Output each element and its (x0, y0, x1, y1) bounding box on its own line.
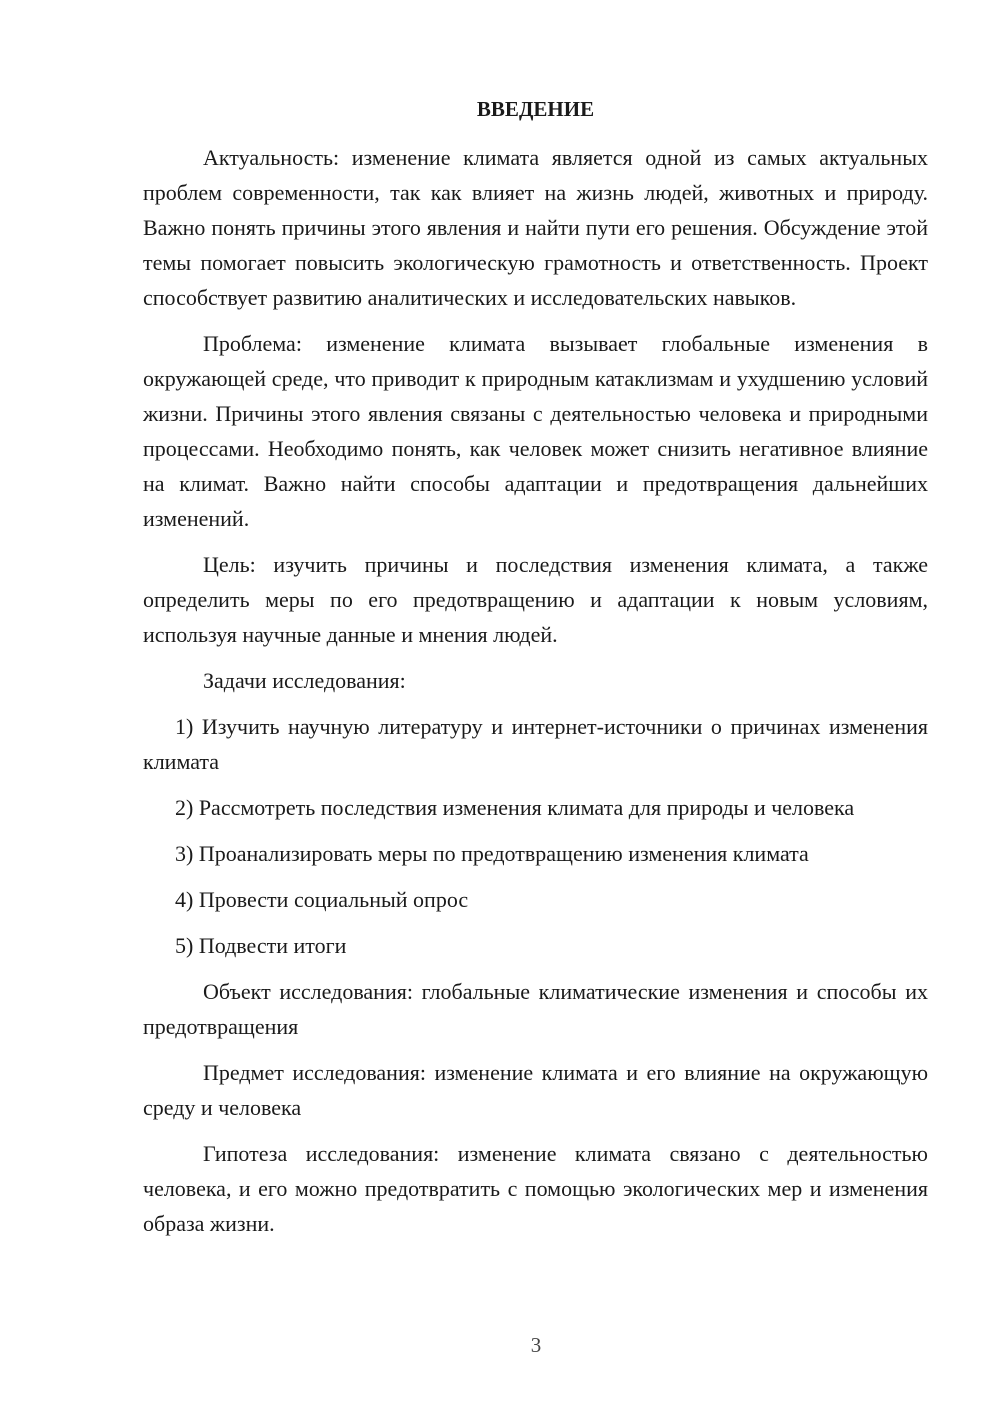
problem-paragraph: Проблема: изменение климата вызывает глобальные изменения в окружающей среде, что приводит к природным катаклизмам и ухудшению условий жизни. Причины этого явления связаны с деятельностью человека и природными процессами. Необходимо понять, как человек может снизить негативное влияние на климат. Важно найти способы адаптации и предотвращения дальнейших изменений. (143, 331, 928, 531)
goal-paragraph: Цель: изучить причины и последствия изменения климата, а также определить меры по его предотвращению и адаптации к новым условиям, используя научные данные и мнения людей. (143, 552, 928, 647)
task-item: 5) Подвести итоги (175, 933, 347, 958)
section-heading: ВВЕДЕНИЕ (476, 97, 595, 121)
hypothesis-paragraph: Гипотеза исследования: изменение климата связано с деятельностью человека, и его можно предотвратить с помощью экологических мер и изменения образа жизни. (143, 1141, 928, 1236)
subject-paragraph: Предмет исследования: изменение климата и его влияние на окружающую среду и человека (143, 1060, 928, 1120)
relevance-paragraph: Актуальность: изменение климата является одной из самых актуальных проблем современности, так как влияет на жизнь людей, животных и природу. Важно понять причины этого явления и найти пути его решения. Обсуждение этой темы помогает повысить экологическую грамотность и ответственность. Проект способствует развитию аналитических и исследовательских навыков. (143, 145, 928, 310)
task-item: 2) Рассмотреть последствия изменения климата для природы и человека (175, 795, 855, 820)
tasks-title: Задачи исследования: (203, 668, 406, 693)
task-item: 1) Изучить научную литературу и интернет-источники о причинах изменения климата (143, 714, 928, 774)
page-number: 3 (530, 1333, 542, 1357)
task-item: 4) Провести социальный опрос (175, 887, 469, 912)
document-page (143, 92, 928, 1252)
task-item: 3) Проанализировать меры по предотвращению изменения климата (175, 841, 809, 866)
tasks-list (143, 709, 928, 963)
object-paragraph: Объект исследования: глобальные климатические изменения и способы их предотвращения (143, 979, 928, 1039)
